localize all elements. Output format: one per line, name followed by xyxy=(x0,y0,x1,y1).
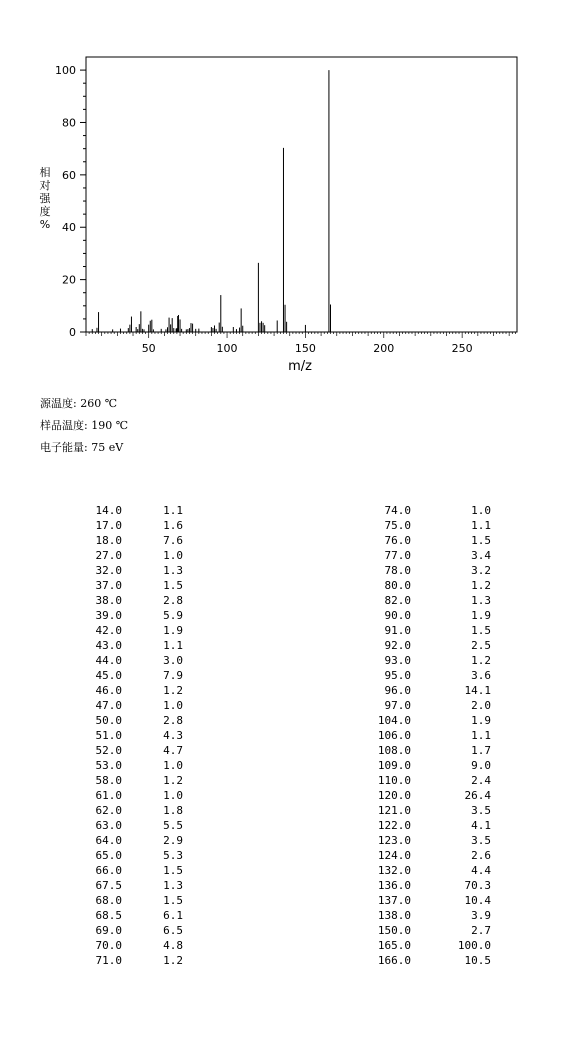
mz-cell: 67.5 xyxy=(95,879,122,892)
abundance-cell: 1.2 xyxy=(163,774,183,787)
abundance-cell: 1.0 xyxy=(471,504,491,517)
y-axis-label-char: 强 xyxy=(39,192,51,205)
abundance-cell: 7.6 xyxy=(163,534,183,547)
table-row xyxy=(62,803,183,818)
mz-cell: 14.0 xyxy=(95,504,122,517)
mz-cell: 37.0 xyxy=(95,579,122,592)
mz-cell: 82.0 xyxy=(384,594,411,607)
table-row xyxy=(352,578,491,593)
abundance-cell: 1.5 xyxy=(163,894,183,907)
abundance-cell: 3.2 xyxy=(471,564,491,577)
mz-cell: 50.0 xyxy=(95,714,122,727)
abundance-cell: 1.3 xyxy=(163,879,183,892)
abundance-cell: 4.4 xyxy=(471,864,491,877)
mz-cell: 108.0 xyxy=(377,744,411,757)
table-row xyxy=(352,713,491,728)
table-row xyxy=(352,548,491,563)
mz-cell: 106.0 xyxy=(377,729,411,742)
table-row xyxy=(352,818,491,833)
mz-cell: 42.0 xyxy=(95,624,122,637)
abundance-cell: 10.5 xyxy=(464,954,491,967)
table-row xyxy=(62,833,183,848)
y-tick-label: 40 xyxy=(62,221,76,235)
abundance-cell: 2.9 xyxy=(163,834,183,847)
abundance-cell: 6.1 xyxy=(163,909,183,922)
sample-temperature: 样品温度: 190 ℃ xyxy=(40,419,129,432)
table-row xyxy=(62,773,183,788)
abundance-cell: 1.5 xyxy=(471,624,491,637)
mz-cell: 121.0 xyxy=(377,804,411,817)
mz-cell: 166.0 xyxy=(377,954,411,967)
mz-cell: 165.0 xyxy=(377,939,411,952)
abundance-cell: 4.7 xyxy=(163,744,183,757)
mz-cell: 43.0 xyxy=(95,639,122,652)
mz-cell: 46.0 xyxy=(95,684,122,697)
y-tick-label: 100 xyxy=(55,64,76,78)
mz-cell: 39.0 xyxy=(95,609,122,622)
table-row xyxy=(62,608,183,623)
mz-cell: 137.0 xyxy=(377,894,411,907)
table-row xyxy=(62,923,183,938)
mz-cell: 123.0 xyxy=(377,834,411,847)
abundance-cell: 1.3 xyxy=(163,564,183,577)
mz-cell: 91.0 xyxy=(384,624,411,637)
plot-frame xyxy=(86,57,517,332)
mz-cell: 76.0 xyxy=(384,534,411,547)
abundance-cell: 14.1 xyxy=(464,684,491,697)
abundance-cell: 2.0 xyxy=(471,699,491,712)
x-axis-label: m/z xyxy=(288,359,312,374)
abundance-cell: 1.2 xyxy=(163,684,183,697)
mz-cell: 68.5 xyxy=(95,909,122,922)
mz-cell: 93.0 xyxy=(384,654,411,667)
mz-cell: 75.0 xyxy=(384,519,411,532)
table-row xyxy=(62,683,183,698)
y-tick-label: 80 xyxy=(62,116,76,130)
abundance-cell: 1.5 xyxy=(163,864,183,877)
abundance-cell: 3.6 xyxy=(471,669,491,682)
mz-cell: 27.0 xyxy=(95,549,122,562)
mz-cell: 120.0 xyxy=(377,789,411,802)
abundance-cell: 1.0 xyxy=(163,789,183,802)
y-axis-label-char: 相 xyxy=(39,166,51,179)
mz-cell: 32.0 xyxy=(95,564,122,577)
abundance-cell: 10.4 xyxy=(464,894,491,907)
abundance-cell: 1.2 xyxy=(471,654,491,667)
mz-cell: 71.0 xyxy=(95,954,122,967)
abundance-cell: 1.1 xyxy=(163,639,183,652)
mz-cell: 150.0 xyxy=(377,924,411,937)
mz-cell: 38.0 xyxy=(95,594,122,607)
table-row xyxy=(62,908,183,923)
table-row xyxy=(62,653,183,668)
table-row xyxy=(352,953,491,968)
mz-cell: 124.0 xyxy=(377,849,411,862)
table-row xyxy=(352,608,491,623)
abundance-cell: 2.4 xyxy=(471,774,491,787)
table-row xyxy=(62,728,183,743)
abundance-cell: 1.0 xyxy=(163,759,183,772)
x-tick-label: 250 xyxy=(451,342,473,355)
abundance-cell: 5.3 xyxy=(163,849,183,862)
mz-cell: 63.0 xyxy=(95,819,122,832)
abundance-cell: 1.2 xyxy=(471,579,491,592)
table-row xyxy=(352,593,491,608)
mz-cell: 104.0 xyxy=(377,714,411,727)
experiment-conditions xyxy=(40,397,128,463)
abundance-cell: 1.9 xyxy=(471,714,491,727)
table-row xyxy=(62,863,183,878)
abundance-cell: 1.9 xyxy=(471,609,491,622)
mz-cell: 92.0 xyxy=(384,639,411,652)
abundance-cell: 1.5 xyxy=(471,534,491,547)
abundance-cell: 3.5 xyxy=(471,834,491,847)
abundance-cell: 26.4 xyxy=(464,789,491,802)
peak-table-left xyxy=(62,503,183,968)
abundance-cell: 3.0 xyxy=(163,654,183,667)
mz-cell: 95.0 xyxy=(384,669,411,682)
abundance-cell: 2.6 xyxy=(471,849,491,862)
abundance-cell: 1.9 xyxy=(163,624,183,637)
table-row xyxy=(62,593,183,608)
table-row xyxy=(62,788,183,803)
x-tick-label: 50 xyxy=(141,342,156,355)
y-axis-label xyxy=(38,166,52,231)
table-row xyxy=(352,518,491,533)
mz-cell: 58.0 xyxy=(95,774,122,787)
abundance-cell: 3.5 xyxy=(471,804,491,817)
table-row xyxy=(352,533,491,548)
table-row xyxy=(352,638,491,653)
mz-cell: 80.0 xyxy=(384,579,411,592)
electron-energy: 电子能量: 75 eV xyxy=(40,441,124,454)
table-row xyxy=(352,563,491,578)
table-row xyxy=(352,833,491,848)
table-row xyxy=(62,938,183,953)
abundance-cell: 3.4 xyxy=(471,549,491,562)
mz-cell: 77.0 xyxy=(384,549,411,562)
table-row xyxy=(62,518,183,533)
y-tick-label: 60 xyxy=(62,168,76,182)
table-row xyxy=(352,803,491,818)
table-row xyxy=(62,533,183,548)
x-tick-label: 150 xyxy=(294,342,316,355)
abundance-cell: 2.5 xyxy=(471,639,491,652)
table-row xyxy=(62,578,183,593)
abundance-cell: 100.0 xyxy=(457,939,491,952)
abundance-cell: 70.3 xyxy=(464,879,491,892)
mz-cell: 90.0 xyxy=(384,609,411,622)
y-axis-label-char: 度 xyxy=(39,205,51,218)
mz-cell: 96.0 xyxy=(384,684,411,697)
table-row xyxy=(62,503,183,518)
abundance-cell: 4.1 xyxy=(471,819,491,832)
mz-cell: 109.0 xyxy=(377,759,411,772)
table-row xyxy=(62,548,183,563)
y-tick-label: 0 xyxy=(69,326,76,339)
table-row xyxy=(62,758,183,773)
table-row xyxy=(352,668,491,683)
table-row xyxy=(352,728,491,743)
abundance-cell: 1.3 xyxy=(471,594,491,607)
mz-cell: 97.0 xyxy=(384,699,411,712)
table-row xyxy=(62,638,183,653)
abundance-cell: 2.7 xyxy=(471,924,491,937)
mz-cell: 62.0 xyxy=(95,804,122,817)
abundance-cell: 1.1 xyxy=(471,729,491,742)
mz-cell: 65.0 xyxy=(95,849,122,862)
table-row xyxy=(352,788,491,803)
y-axis-label-char: % xyxy=(39,218,51,231)
mz-cell: 122.0 xyxy=(377,819,411,832)
abundance-cell: 1.1 xyxy=(163,504,183,517)
abundance-cell: 3.9 xyxy=(471,909,491,922)
abundance-cell: 4.3 xyxy=(163,729,183,742)
abundance-cell: 5.5 xyxy=(163,819,183,832)
mz-cell: 51.0 xyxy=(95,729,122,742)
table-row xyxy=(62,878,183,893)
abundance-cell: 1.7 xyxy=(471,744,491,757)
mz-cell: 61.0 xyxy=(95,789,122,802)
mz-cell: 44.0 xyxy=(95,654,122,667)
abundance-cell: 1.0 xyxy=(163,549,183,562)
table-row xyxy=(62,713,183,728)
table-row xyxy=(62,818,183,833)
abundance-cell: 6.5 xyxy=(163,924,183,937)
peak-table-right xyxy=(352,503,491,968)
table-row xyxy=(352,773,491,788)
abundance-cell: 1.6 xyxy=(163,519,183,532)
abundance-cell: 2.8 xyxy=(163,714,183,727)
table-row xyxy=(352,653,491,668)
table-row xyxy=(352,938,491,953)
table-row xyxy=(62,743,183,758)
mz-cell: 70.0 xyxy=(95,939,122,952)
mz-cell: 66.0 xyxy=(95,864,122,877)
abundance-cell: 1.0 xyxy=(163,699,183,712)
table-row xyxy=(352,878,491,893)
x-tick-label: 200 xyxy=(373,342,395,355)
y-axis-label-char: 对 xyxy=(39,179,51,192)
abundance-cell: 1.1 xyxy=(471,519,491,532)
table-row xyxy=(352,908,491,923)
table-row xyxy=(352,743,491,758)
mz-cell: 64.0 xyxy=(95,834,122,847)
table-row xyxy=(352,893,491,908)
abundance-cell: 1.8 xyxy=(163,804,183,817)
mz-cell: 78.0 xyxy=(384,564,411,577)
mass-spectrum-chart xyxy=(0,0,570,380)
mz-cell: 136.0 xyxy=(377,879,411,892)
table-row xyxy=(352,848,491,863)
abundance-cell: 9.0 xyxy=(471,759,491,772)
mz-cell: 17.0 xyxy=(95,519,122,532)
table-row xyxy=(352,923,491,938)
table-row xyxy=(62,893,183,908)
table-row xyxy=(352,863,491,878)
abundance-cell: 5.9 xyxy=(163,609,183,622)
abundance-cell: 1.2 xyxy=(163,954,183,967)
mz-cell: 74.0 xyxy=(384,504,411,517)
mz-cell: 45.0 xyxy=(95,669,122,682)
mz-cell: 69.0 xyxy=(95,924,122,937)
mz-cell: 52.0 xyxy=(95,744,122,757)
mz-cell: 53.0 xyxy=(95,759,122,772)
mz-cell: 132.0 xyxy=(377,864,411,877)
abundance-cell: 1.5 xyxy=(163,579,183,592)
table-row xyxy=(62,563,183,578)
mz-cell: 138.0 xyxy=(377,909,411,922)
table-row xyxy=(352,758,491,773)
mz-cell: 110.0 xyxy=(377,774,411,787)
table-row xyxy=(62,698,183,713)
x-tick-label: 100 xyxy=(216,342,238,355)
y-tick-label: 20 xyxy=(62,273,76,287)
abundance-cell: 7.9 xyxy=(163,669,183,682)
table-row xyxy=(352,698,491,713)
table-row xyxy=(62,668,183,683)
table-row xyxy=(352,623,491,638)
table-row xyxy=(62,623,183,638)
table-row xyxy=(352,683,491,698)
table-row xyxy=(62,953,183,968)
source-temperature: 源温度: 260 ℃ xyxy=(40,397,118,410)
table-row xyxy=(62,848,183,863)
abundance-cell: 2.8 xyxy=(163,594,183,607)
mz-cell: 68.0 xyxy=(95,894,122,907)
mz-cell: 18.0 xyxy=(95,534,122,547)
table-row xyxy=(352,503,491,518)
mz-cell: 47.0 xyxy=(95,699,122,712)
abundance-cell: 4.8 xyxy=(163,939,183,952)
